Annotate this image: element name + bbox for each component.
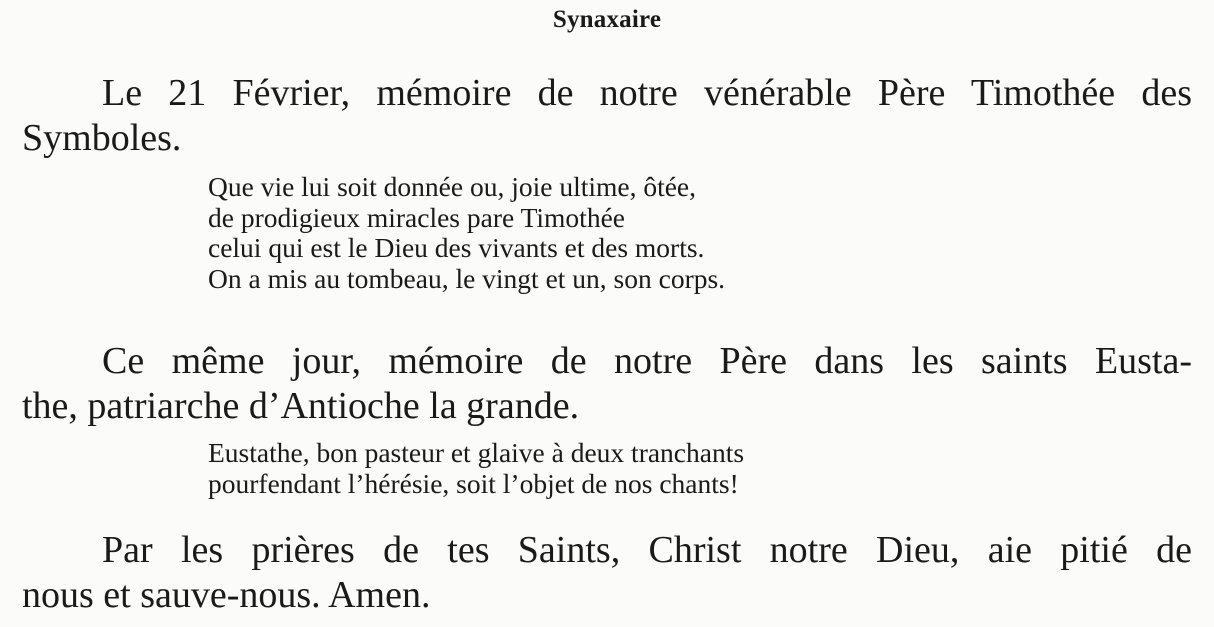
verse-eustathe	[208, 438, 744, 499]
verse-timothee	[208, 172, 725, 294]
verse-line: Que vie lui soit donnée ou, joie ultime, ôtée,	[208, 171, 697, 202]
paragraph-timothee	[22, 71, 1192, 161]
paragraph-line: nous et sauve-nous. Amen.	[22, 574, 431, 616]
paragraph-eustathe	[22, 339, 1192, 429]
paragraph-line: Ce même jour, mémoire de notre Père dans les saints Eusta-	[102, 340, 1192, 382]
verse-line: Eustathe, bon pasteur et glaive à deux tranchants	[208, 437, 745, 468]
paragraph-line: Symboles.	[22, 117, 182, 159]
verse-line: pourfendant l’hérésie, soit l’objet de nos chants!	[208, 467, 739, 499]
paragraph-line: Par les prières de tes Saints, Christ notre Dieu, aie pitié de	[102, 529, 1192, 571]
verse-line: celui qui est le Dieu des vivants et des morts.	[208, 232, 705, 263]
verse-line: de prodigieux miracles pare Timothée	[208, 201, 625, 233]
page-heading: Synaxaire	[552, 6, 662, 33]
paragraph-line: the, patriarche d’Antioche la grande.	[22, 385, 580, 427]
paragraph-prayer	[22, 528, 1192, 618]
verse-line: On a mis au tombeau, le vingt et un, son corps.	[208, 262, 726, 294]
paragraph-line: Le 21 Février, mémoire de notre vénérable Père Timothée des	[102, 72, 1192, 114]
